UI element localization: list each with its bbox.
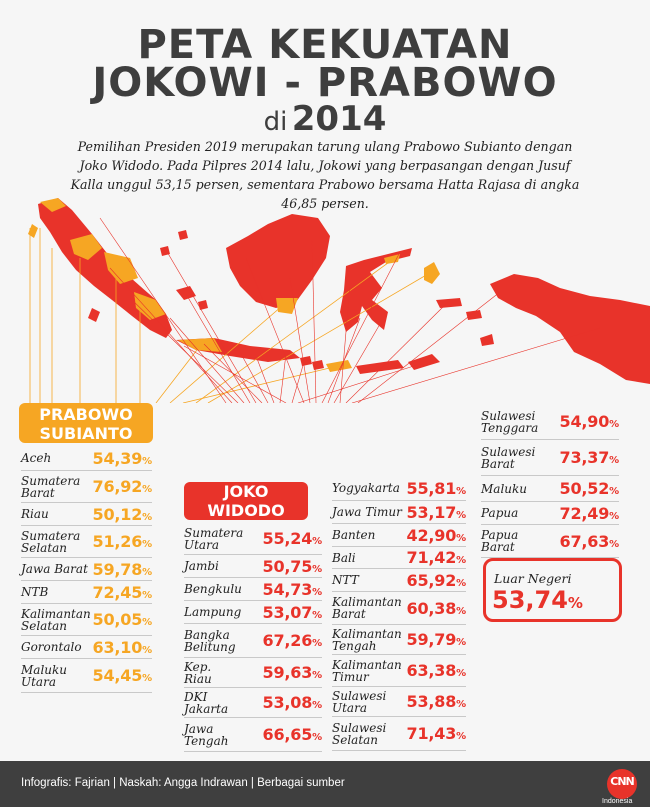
region-name: Kalimantan Timur xyxy=(332,657,402,684)
region-name: Kalimantan Barat xyxy=(332,595,402,621)
vote-share-unit: % xyxy=(312,563,322,575)
table-row xyxy=(21,471,152,503)
vote-share-unit: % xyxy=(142,589,152,601)
vote-share-unit: % xyxy=(456,637,466,648)
vote-share-number: 53,17 xyxy=(406,502,457,522)
region-name: Aceh xyxy=(21,451,52,465)
region-name: Jambi xyxy=(184,559,219,573)
region-name: Riau xyxy=(21,507,49,521)
region-name: Jawa Timur xyxy=(332,505,402,519)
table-row xyxy=(481,440,619,476)
vote-share-number: 71,43 xyxy=(406,724,457,743)
table-row xyxy=(481,525,619,558)
vote-share xyxy=(93,583,152,602)
jokowi-badge-label: JOKO WIDODO xyxy=(207,482,285,520)
vote-share-unit: % xyxy=(142,617,152,628)
cnn-logo: CNN xyxy=(607,769,637,799)
vote-share-number: 42,90 xyxy=(406,525,457,545)
table-row xyxy=(332,592,466,625)
vote-share-unit: % xyxy=(609,538,619,550)
papua-island xyxy=(490,274,650,384)
vote-share-unit: % xyxy=(456,731,466,742)
vote-share-unit: % xyxy=(456,555,466,566)
region-name: Sulawesi Tenggara xyxy=(481,408,539,435)
vote-share-unit: % xyxy=(456,485,466,497)
vote-share-number: 59,63 xyxy=(262,663,313,682)
vote-share xyxy=(93,477,152,496)
vote-share-number: 54,45 xyxy=(92,666,143,685)
table-row xyxy=(184,718,322,752)
table-row xyxy=(481,476,619,502)
vote-share xyxy=(263,631,322,650)
region-name: Bengkulu xyxy=(184,582,242,596)
vote-share-unit: % xyxy=(456,605,466,617)
prabowo-badge-label: PRABOWO SUBIANTO xyxy=(39,405,133,443)
indonesia-map xyxy=(0,188,650,403)
vote-share-unit: % xyxy=(312,732,322,743)
vote-share-number: 54,90 xyxy=(559,412,610,431)
luar-negeri-value xyxy=(492,586,583,614)
table-row xyxy=(21,526,152,558)
table-row xyxy=(332,655,466,687)
region-name: Kep. Riau xyxy=(184,659,212,686)
region-name: NTT xyxy=(332,573,359,587)
vote-share-number: 76,92 xyxy=(92,477,143,496)
region-name: Papua Barat xyxy=(481,528,519,554)
vote-share xyxy=(93,560,152,579)
cnn-logo-sub: Indonesia xyxy=(602,798,633,805)
table-row xyxy=(184,601,322,624)
table-row xyxy=(184,688,322,718)
vote-share-number: 53,07 xyxy=(262,602,313,622)
vote-share xyxy=(93,638,152,657)
vote-share-unit: % xyxy=(456,532,466,544)
vote-share-unit: % xyxy=(312,670,322,681)
table-row xyxy=(21,604,152,636)
vote-share xyxy=(560,479,619,498)
vote-share xyxy=(407,724,466,743)
region-name: Yogyakarta xyxy=(332,481,400,495)
vote-share xyxy=(560,412,619,431)
vote-share xyxy=(93,532,152,551)
vote-share-number: 53,88 xyxy=(406,692,457,711)
vote-share xyxy=(93,449,152,468)
vote-share-number: 65,92 xyxy=(406,570,457,590)
sumatra-island xyxy=(28,198,172,338)
luar-negeri-label: Luar Negeri xyxy=(494,571,572,586)
vote-share xyxy=(407,661,466,680)
table-row xyxy=(184,555,322,578)
vote-share-number: 73,37 xyxy=(559,448,610,467)
vote-share-unit: % xyxy=(312,700,322,711)
vote-share xyxy=(263,603,322,622)
footer-bar xyxy=(0,761,650,807)
vote-share-unit: % xyxy=(456,699,466,710)
vote-share-number: 59,78 xyxy=(92,559,143,579)
region-name: Sulawesi Utara xyxy=(332,688,387,715)
vote-share xyxy=(560,532,619,551)
vote-share-number: 54,73 xyxy=(262,579,313,599)
vote-share-unit: % xyxy=(609,419,619,430)
vote-share-number: 50,52 xyxy=(559,479,610,498)
luar-negeri-number: 53,74 xyxy=(492,586,568,614)
region-name: Maluku Utara xyxy=(21,662,68,689)
table-row xyxy=(21,558,152,581)
vote-share xyxy=(263,557,322,576)
vote-share-unit: % xyxy=(312,609,322,621)
vote-share-unit: % xyxy=(312,536,322,547)
region-name: Lampung xyxy=(184,605,242,619)
prabowo-badge xyxy=(19,403,153,443)
nusa-tenggara-islands xyxy=(312,354,440,374)
vote-share-number: 71,42 xyxy=(406,548,457,567)
vote-share-unit: % xyxy=(142,539,152,550)
table-row xyxy=(21,446,152,471)
region-name: DKI Jakarta xyxy=(184,689,229,716)
vote-share xyxy=(263,580,322,599)
vote-share xyxy=(263,663,322,682)
vote-share-number: 72,45 xyxy=(92,582,143,602)
luar-negeri-box xyxy=(483,558,622,622)
vote-share-unit: % xyxy=(456,509,466,521)
vote-share xyxy=(407,479,466,498)
luar-negeri-unit: % xyxy=(567,594,583,612)
vote-share-unit: % xyxy=(142,455,152,467)
region-name: Jawa Barat xyxy=(21,562,88,576)
region-name: Sumatera Utara xyxy=(184,525,244,552)
region-name: Kalimantan Selatan xyxy=(21,606,91,633)
vote-share-number: 50,12 xyxy=(92,504,143,524)
vote-share xyxy=(263,693,322,712)
vote-share xyxy=(407,571,466,590)
vote-share-unit: % xyxy=(456,577,466,589)
vote-share xyxy=(560,448,619,467)
table-row xyxy=(332,687,466,717)
vote-share-number: 63,10 xyxy=(92,637,143,657)
java-island xyxy=(176,338,312,366)
table-row xyxy=(332,717,466,751)
vote-share-number: 72,49 xyxy=(559,503,610,523)
region-name: Banten xyxy=(332,528,376,542)
vote-share xyxy=(407,692,466,711)
region-name: Sulawesi Selatan xyxy=(332,720,387,747)
vote-share-unit: % xyxy=(142,566,152,578)
region-name: Sumatera Selatan xyxy=(21,528,81,555)
vote-share xyxy=(407,599,466,618)
table-row xyxy=(21,503,152,526)
table-row xyxy=(481,404,619,440)
vote-share xyxy=(93,666,152,685)
region-name: Sumatera Barat xyxy=(21,473,81,500)
vote-share xyxy=(407,548,466,567)
table-row xyxy=(481,502,619,525)
region-name: Kalimantan Tengah xyxy=(332,626,402,653)
table-row xyxy=(332,476,466,501)
vote-share-number: 67,26 xyxy=(262,631,313,650)
vote-share-unit: % xyxy=(609,486,619,497)
bangka-riau-islands xyxy=(160,230,208,310)
vote-share xyxy=(93,610,152,629)
title-year: 2014 xyxy=(291,99,387,139)
footer-credits: Infografis: Fajrian | Naskah: Angga Indrawan | Berbagai sumber xyxy=(21,777,345,789)
table-row xyxy=(21,636,152,659)
vote-share-unit: % xyxy=(609,455,619,466)
title-line-3 xyxy=(0,99,650,139)
table-row xyxy=(184,578,322,601)
table-row xyxy=(184,658,322,688)
vote-share-number: 53,08 xyxy=(262,693,313,712)
intro-paragraph: Pemilihan Presiden 2019 merupakan tarung ulang Prabowo Subianto dengan Joko Widodo. Pada Pilpres 2014 lalu, Jokowi yang berpasangan dengan Jusuf Kalla unggul 53,15 persen, sementara Prabowo bersama Hatta Rajasa di angka 46,85 persen. xyxy=(70,139,580,211)
table-row xyxy=(332,569,466,592)
vote-share-number: 55,24 xyxy=(262,529,313,548)
vote-share-unit: % xyxy=(312,638,322,649)
vote-share xyxy=(407,630,466,649)
vote-share-unit: % xyxy=(609,510,619,522)
table-row xyxy=(332,547,466,569)
vote-share xyxy=(407,526,466,545)
region-name: Jawa Tengah xyxy=(184,721,229,748)
vote-share-unit: % xyxy=(142,484,152,495)
vote-share-unit: % xyxy=(142,673,152,684)
table-row xyxy=(184,624,322,658)
table-row xyxy=(332,501,466,524)
vote-share xyxy=(407,503,466,522)
title-di: di xyxy=(263,107,288,137)
vote-share-number: 66,65 xyxy=(262,725,313,744)
vote-share-unit: % xyxy=(456,668,466,679)
vote-share-number: 59,79 xyxy=(406,630,457,649)
vote-share-number: 50,75 xyxy=(262,556,313,576)
region-name: Papua xyxy=(481,506,519,520)
title-line-2: JOKOWI - PRABOWO xyxy=(92,60,558,106)
jokowi-badge xyxy=(184,482,308,520)
vote-share-number: 50,05 xyxy=(92,610,143,629)
table-row xyxy=(332,625,466,655)
vote-share xyxy=(263,529,322,548)
table-row xyxy=(184,523,322,555)
vote-share-unit: % xyxy=(142,511,152,523)
vote-share-number: 63,38 xyxy=(406,661,457,680)
kalimantan-island xyxy=(226,214,330,314)
vote-share-number: 60,38 xyxy=(406,598,457,618)
vote-share-number: 67,63 xyxy=(559,531,610,551)
region-name: Sulawesi Barat xyxy=(481,444,536,471)
vote-share-number: 55,81 xyxy=(406,478,457,498)
vote-share xyxy=(560,504,619,523)
region-name: Maluku xyxy=(481,481,528,496)
vote-share xyxy=(263,725,322,744)
maluku-islands xyxy=(424,262,494,346)
vote-share-unit: % xyxy=(142,644,152,656)
title-line-1: PETA KEKUATAN xyxy=(137,22,513,68)
vote-share-unit: % xyxy=(312,586,322,598)
table-row xyxy=(21,659,152,693)
vote-share-number: 54,39 xyxy=(92,448,143,468)
region-name: Bali xyxy=(332,550,356,565)
vote-share-number: 51,26 xyxy=(92,532,143,551)
region-name: Gorontalo xyxy=(21,640,82,654)
table-row xyxy=(332,524,466,547)
table-row xyxy=(21,581,152,604)
region-name: NTB xyxy=(21,585,49,599)
region-name: Bangka Belitung xyxy=(184,627,236,654)
vote-share xyxy=(93,505,152,524)
